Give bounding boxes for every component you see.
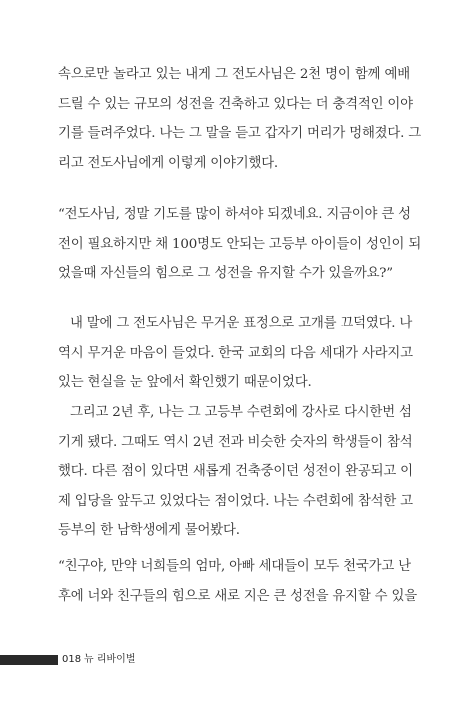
text-line: 내 말에 그 전도사님은 무거운 표정으로 고개를 끄덕였다. 나	[70, 316, 413, 331]
text-line: 역시 무거운 마음이 들었다. 한국 교회의 다음 세대가 사라지고	[58, 345, 413, 361]
text-line: “전도사님, 정말 기도를 많이 하셔야 되겠네요. 지금이야 큰 성	[58, 207, 411, 222]
text-line: “친구야, 만약 너희들의 엄마, 아빠 세대들이 모두 천국가고 난	[58, 559, 411, 574]
text-line: 제 입당을 앞두고 있었다는 점이었다. 나는 수련회에 참석한 고	[58, 493, 413, 509]
text-line: 전이 필요하지만 채 100명도 안되는 고등부 아이들이 성인이 되	[58, 236, 422, 252]
paragraph-4	[58, 398, 413, 546]
text-line: 속으로만 놀라고 있는 내게 그 전도사님은 2천 명이 함께 예배	[58, 67, 410, 82]
paragraph-3	[58, 309, 413, 398]
text-line: 했다. 다른 점이 있다면 새롭게 건축중이던 성전이 완공되고 이	[58, 464, 413, 479]
paragraph-5	[58, 552, 417, 611]
page-footer	[0, 652, 470, 668]
footer-bar	[0, 655, 58, 665]
text-line: 드릴 수 있는 규모의 성전을 건축하고 있다는 더 충격적인 이야	[58, 96, 413, 112]
paragraph-2	[58, 200, 422, 289]
text-line: 기게 됐다. 그때도 역시 2년 전과 비슷한 숫자의 학생들이 참석	[58, 434, 413, 450]
text-line: 기를 들려주었다. 나는 그 말을 듣고 갑자기 머리가 멍해졌다. 그	[58, 126, 422, 141]
text-line: 었을때 자신들의 힘으로 그 성전을 유지할 수가 있을까요?”	[58, 266, 393, 281]
text-line: 리고 전도사님에게 이렇게 이야기했다.	[58, 155, 278, 171]
text-line: 있는 현실을 눈 앞에서 확인했기 때문이었다.	[58, 375, 312, 390]
text-line: 등부의 한 남학생에게 물어봤다.	[58, 523, 240, 538]
text-line: 그리고 2년 후, 나는 그 고등부 수련회에 강사로 다시한번 섬	[70, 405, 412, 420]
text-line: 후에 너와 친구들의 힘으로 새로 지은 큰 성전을 유지할 수 있을	[58, 588, 417, 604]
page-number: 018	[62, 654, 82, 665]
book-title: 뉴 리바이벌	[84, 654, 136, 665]
paragraph-1	[58, 60, 422, 178]
